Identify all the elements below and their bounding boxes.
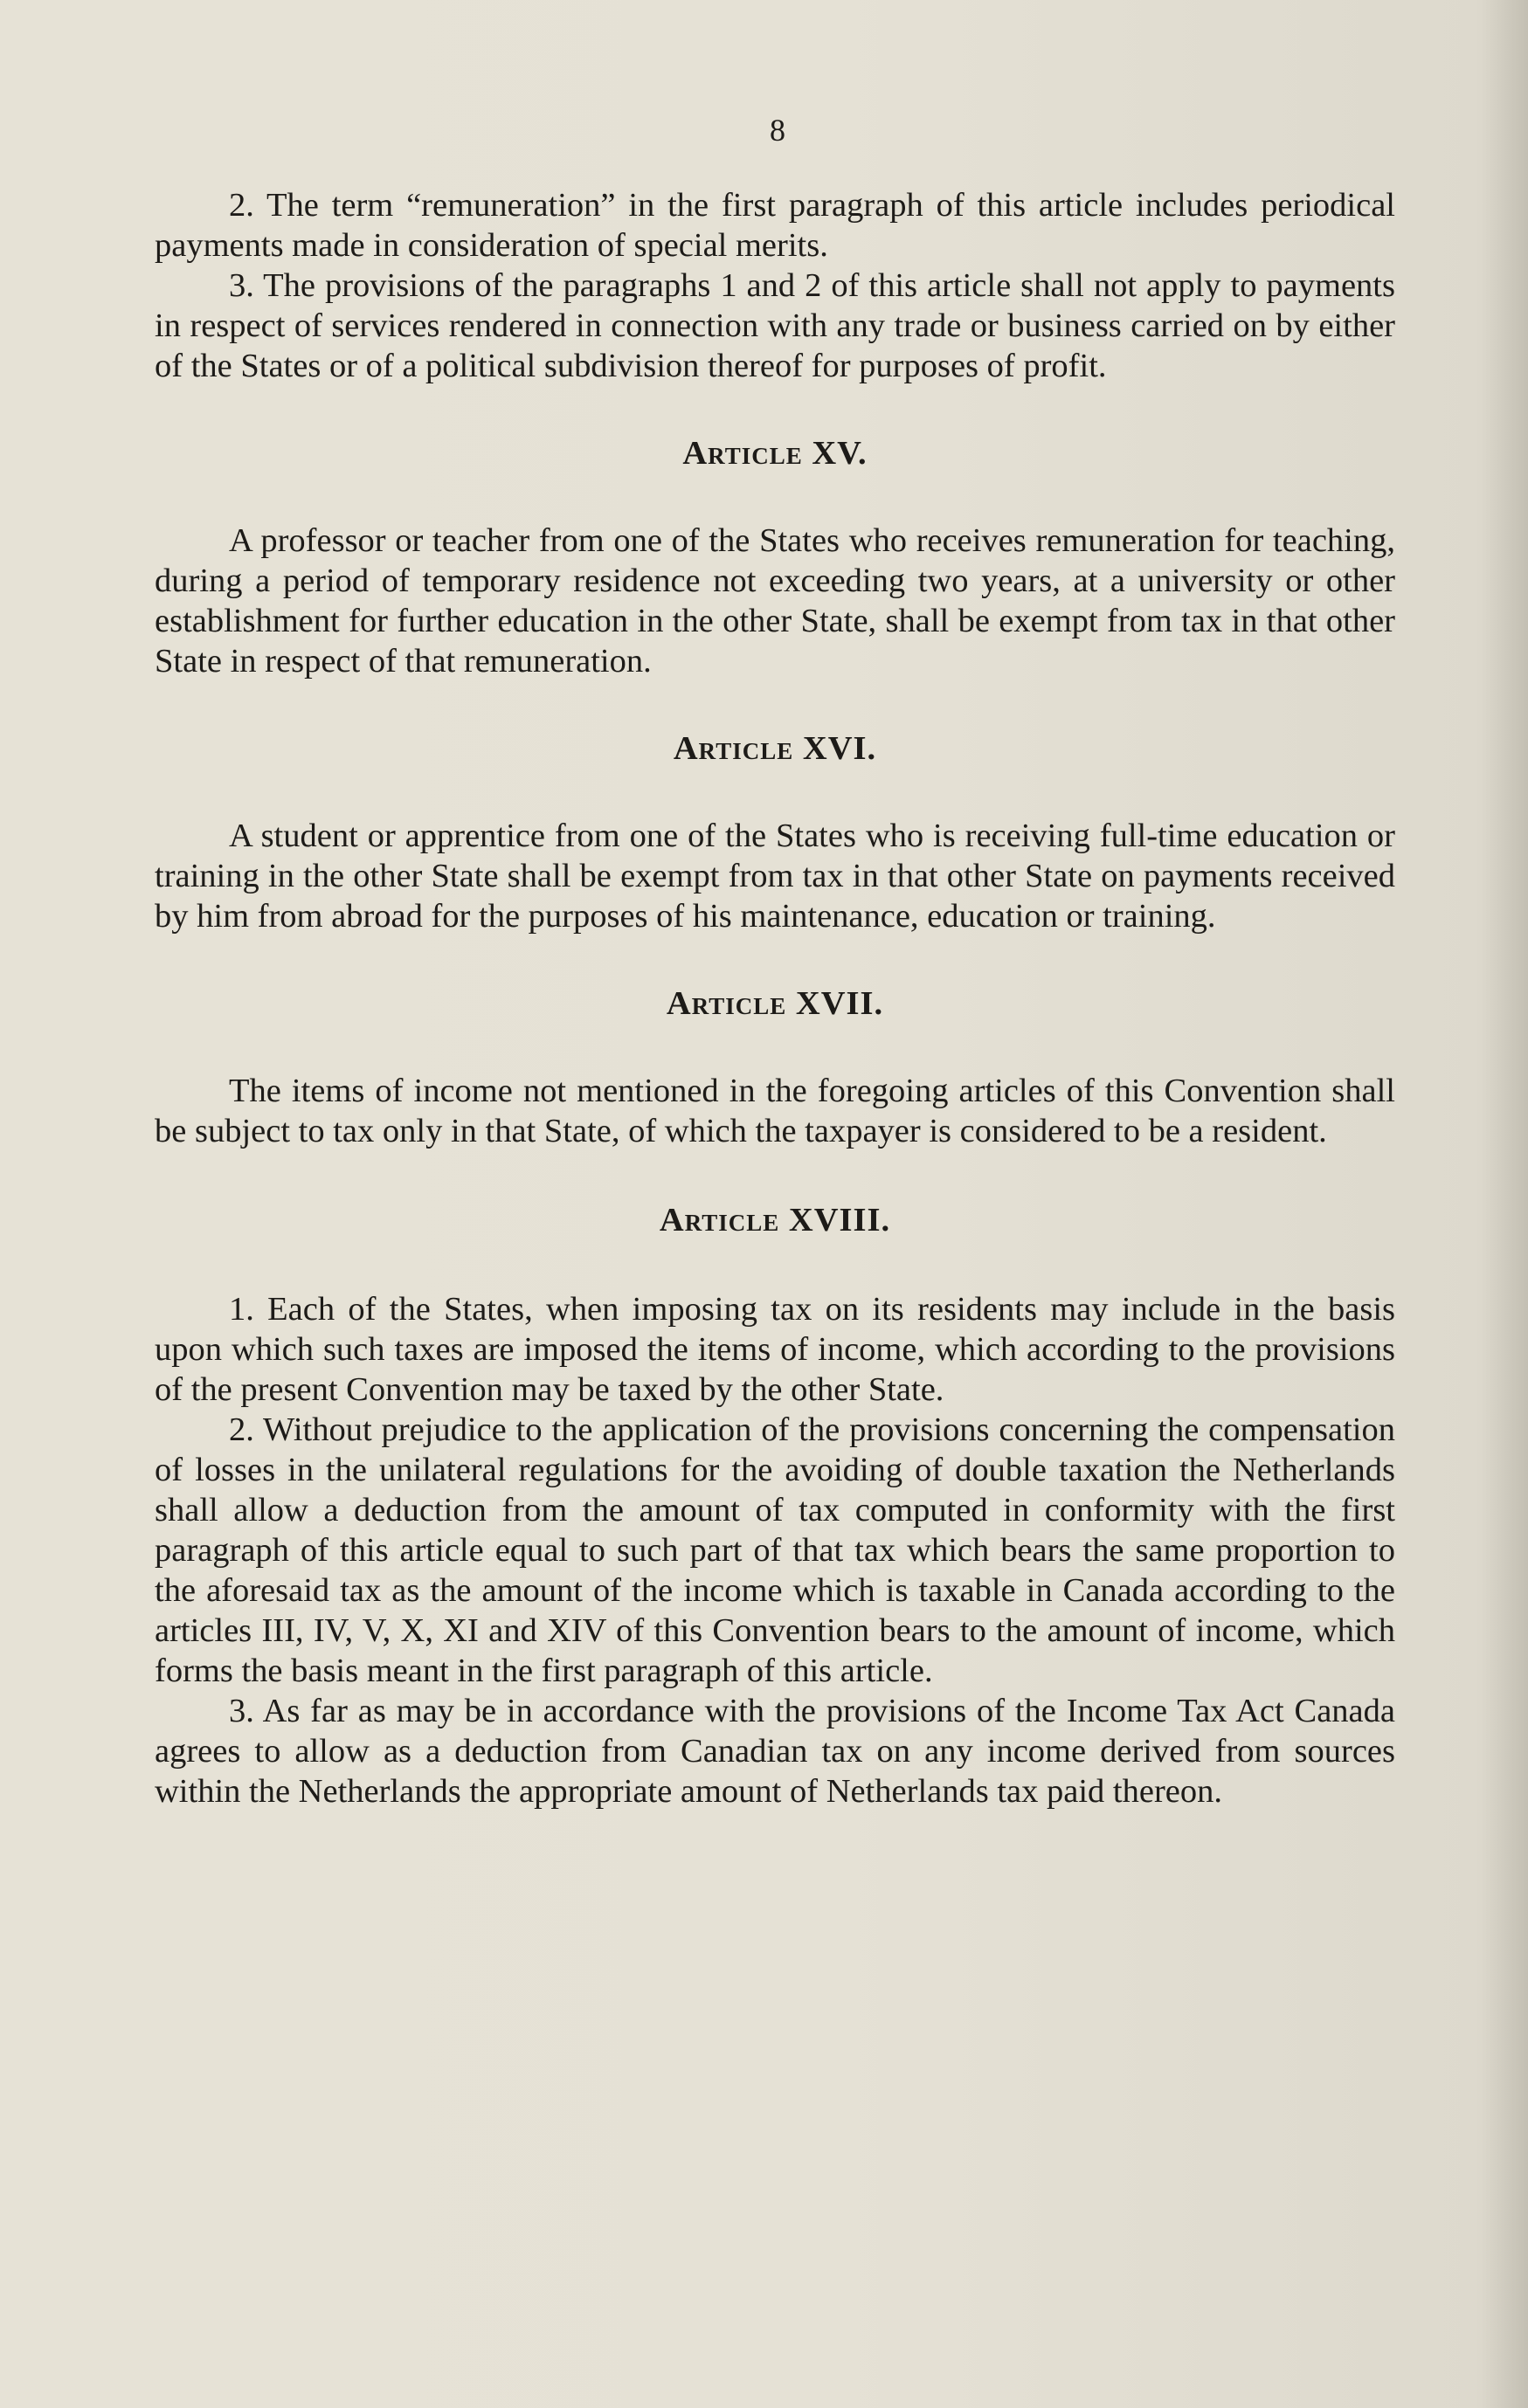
article-xviii-paragraph-3: 3. As far as may be in accordance with the provisions of the Income Tax Act Canada agrees to allow as a deduction from Canadian tax on any income derived from sources within the Netherlands the appropriate amount of Netherlands tax paid thereon.: [155, 1693, 1395, 1810]
document-body: [155, 185, 1395, 1811]
article-xviii-heading-word: Article: [659, 1202, 780, 1238]
article-xvii-heading-number: XVII.: [795, 985, 884, 1022]
article-xviii-paragraph-1: 1. Each of the States, when imposing tax on its residents may include in the basis upon which such taxes are imposed the items of income, which according to the provisions of the present Convention may be taxed by the other State.: [155, 1291, 1395, 1408]
article-xvii-heading-word: Article: [666, 985, 787, 1022]
article-xviii-heading-number: XVIII.: [788, 1202, 891, 1238]
article-xiv-paragraph-2: 2. The term “remuneration” in the first paragraph of this article includes periodical payments made in consideration of special merits.: [155, 187, 1395, 264]
article-xv-heading-word: Article: [682, 435, 803, 472]
article-xvi-heading: [155, 728, 1395, 769]
page-gutter-shadow: [1476, 0, 1528, 2408]
article-xvii-heading: [155, 983, 1395, 1024]
article-xiv-paragraph-3: 3. The provisions of the paragraphs 1 and 2 of this article shall not apply to payments in respect of services rendered in connection with any trade or business carried on by either of the States or of a political subdivision thereof for purposes of profit.: [155, 267, 1395, 384]
article-xvi-heading-number: XVI.: [802, 730, 877, 767]
article-xv-heading: [155, 433, 1395, 473]
article-xvi-heading-word: Article: [673, 730, 794, 767]
article-xviii-heading: [155, 1200, 1395, 1240]
page-number: 8: [770, 113, 785, 148]
article-xviii-paragraph-2: 2. Without prejudice to the application of the provisions concerning the compensation of losses in the unilateral regulations for the avoiding of double taxation the Netherlands shall allow a deduction from the amount of tax computed in conformity with the first paragraph of this article equal to such part of that tax which bears the same proportion to the aforesaid tax as the amount of the income which is taxable in Canada according to the articles III, IV, V, X, XI and XIV of this Convention bears to the amount of income, which forms the basis meant in the first paragraph of this article.: [155, 1411, 1395, 1689]
article-xv-paragraph-1: A professor or teacher from one of the States who receives remuneration for teaching, during a period of temporary residence not exceeding two years, at a university or other establishment for further education in the other State, shall be exempt from tax in that other State in respect of that remuneration.: [155, 522, 1395, 680]
article-xv-heading-number: XV.: [812, 435, 868, 472]
article-xvii-paragraph-1: The items of income not mentioned in the foregoing articles of this Convention shall be subject to tax only in that State, of which the taxpayer is considered to be a resident.: [155, 1073, 1395, 1149]
article-xvi-paragraph-1: A student or apprentice from one of the States who is receiving full-time education or training in the other State shall be exempt from tax in that other State on payments received by him from abroad for the purposes of his maintenance, education or training.: [155, 818, 1395, 935]
